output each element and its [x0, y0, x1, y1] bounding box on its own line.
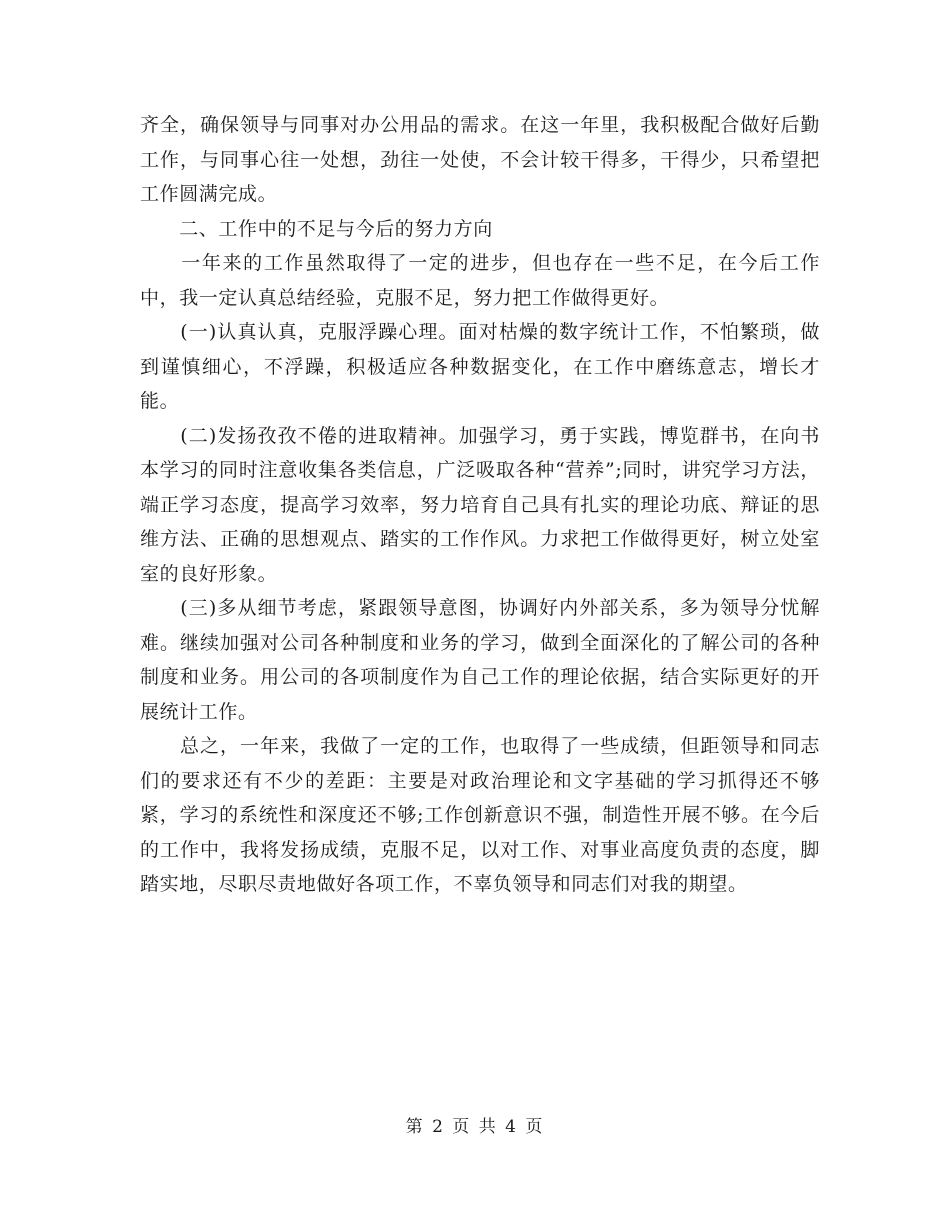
document-body [140, 108, 820, 902]
paragraph-item-1: (一)认真认真，克服浮躁心理。面对枯燥的数字统计工作，不怕繁琐，做到谨慎细心，不浮躁，积极适应各种数据变化，在工作中磨练意志，增长才能。 [140, 321, 820, 412]
paragraph-summary: 总之，一年来，我做了一定的工作，也取得了一些成绩，但距领导和同志们的要求还有不少的差距：主要是对政治理论和文字基础的学习抓得还不够紧，学习的系统性和深度还不够;工作创新意识不强，制造性开展不够。在今后的工作中，我将发扬成绩，克服不足，以对工作、对事业高度负责的态度，脚踏实地，尽职尽责地做好各项工作，不辜负领导和同志们对我的期望。 [140, 735, 820, 895]
paragraph-intro: 一年来的工作虽然取得了一定的进步，但也存在一些不足，在今后工作中，我一定认真总结经验，克服不足，努力把工作做得更好。 [140, 252, 820, 309]
paragraph-item-2: (二)发扬孜孜不倦的进取精神。加强学习，勇于实践，博览群书，在向书本学习的同时注意收集各类信息，广泛吸取各种“营养”;同时，讲究学习方法，端正学习态度，提高学习效率，努力培育自己具有扎实的理论功底、辩证的思维方法、正确的思想观点、踏实的工作作风。力求把工作做得更好，树立处室室的良好形象。 [140, 424, 820, 585]
page-number-footer: 第 2 页 共 4 页 [405, 1117, 545, 1137]
paragraph-item-3: (三)多从细节考虑，紧跟领导意图，协调好内外部关系，多为领导分忧解难。继续加强对公司各种制度和业务的学习，做到全面深化的了解公司的各种制度和业务。用公司的各项制度作为自己工作的理论依据，结合实际更好的开展统计工作。 [140, 597, 820, 723]
paragraph-continuation: 齐全，确保领导与同事对办公用品的需求。在这一年里，我积极配合做好后勤工作，与同事心往一处想，劲往一处使，不会计较干得多，干得少，只希望把工作圆满完成。 [140, 114, 820, 205]
section-heading-shortcomings: 二、工作中的不足与今后的努力方向 [140, 217, 493, 240]
